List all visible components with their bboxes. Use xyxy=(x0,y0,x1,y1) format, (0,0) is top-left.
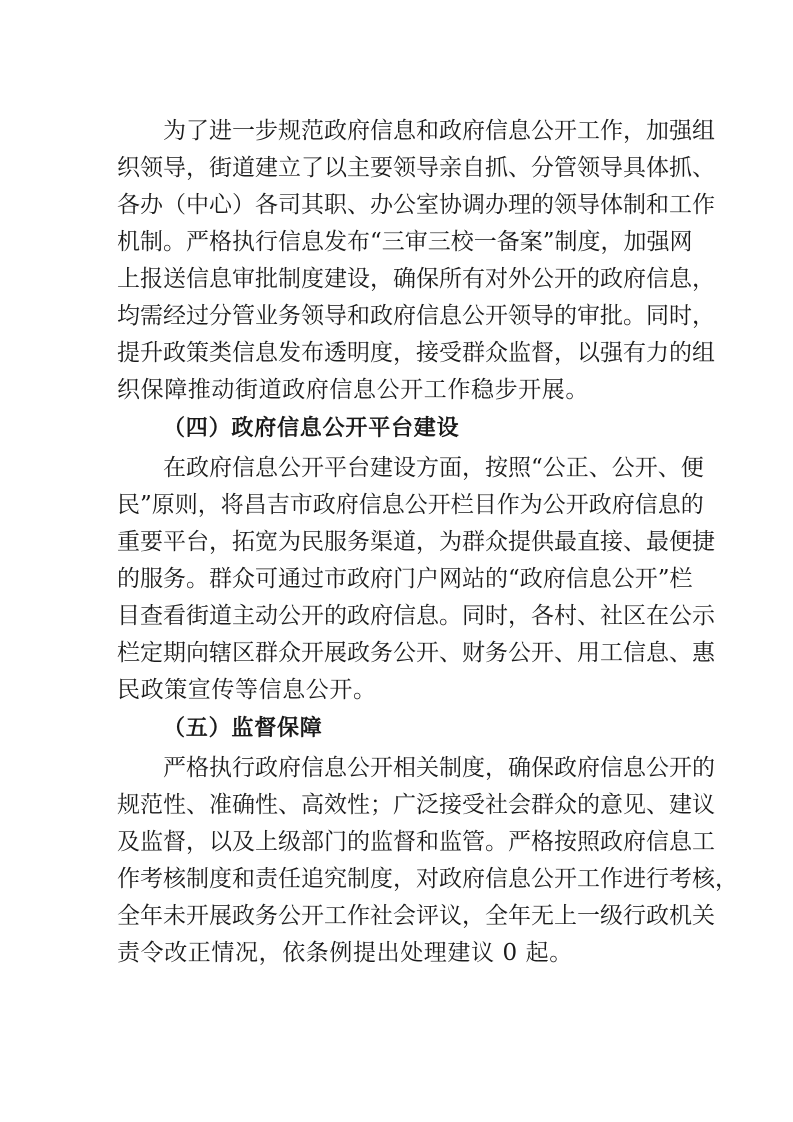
paragraph-line: 责令改正情况，依条例提出处理建议 0 起。 xyxy=(117,940,573,966)
paragraph-line: 目查看街道主动公开的政府信息。同时，各村、社区在公示 xyxy=(117,603,715,629)
paragraph-line: 严格执行政府信息公开相关制度，确保政府信息公开的 xyxy=(163,755,715,781)
paragraph-line: 提升政策类信息发布透明度，接受群众监督，以强有力的组 xyxy=(117,340,715,366)
section-heading-5: （五）监督保障 xyxy=(163,716,323,741)
paragraph-line: 作考核制度和责任追究制度，对政府信息公开工作进行考核， xyxy=(117,866,738,892)
paragraph-line: 各办（中心）各司其职、办公室协调办理的领导体制和工作 xyxy=(117,192,715,218)
paragraph-line: 机制。严格执行信息发布“三审三校一备案”制度，加强网 xyxy=(117,229,693,255)
paragraph-line: 织领导，街道建立了以主要领导亲自抓、分管领导具体抓、 xyxy=(117,155,715,181)
paragraph-line: 重要平台，拓宽为民服务渠道，为群众提供最直接、最便捷 xyxy=(117,529,715,555)
paragraph-line: 规范性、准确性、高效性；广泛接受社会群众的意见、建议 xyxy=(117,792,715,818)
paragraph-line: 的服务。群众可通过市政府门户网站的“政府信息公开”栏 xyxy=(117,566,693,592)
paragraph-line: 及监督，以及上级部门的监督和监管。严格按照政府信息工 xyxy=(117,829,715,855)
paragraph-line: 栏定期向辖区群众开展政务公开、财务公开、用工信息、惠 xyxy=(117,640,715,666)
paragraph-line: 民”原则，将昌吉市政府信息公开栏目作为公开政府信息的 xyxy=(117,492,704,518)
paragraph-line: 上报送信息审批制度建设，确保所有对外公开的政府信息， xyxy=(117,266,715,292)
section-heading-4: （四）政府信息公开平台建设 xyxy=(163,416,460,441)
paragraph-line: 织保障推动街道政府信息公开工作稳步开展。 xyxy=(117,377,589,403)
paragraph-line: 在政府信息公开平台建设方面，按照“公正、公开、便 xyxy=(163,455,704,481)
paragraph-line: 民政策宣传等信息公开。 xyxy=(117,677,377,703)
paragraph-line: 为了进一步规范政府信息和政府信息公开工作，加强组 xyxy=(163,118,715,144)
paragraph-line: 均需经过分管业务领导和政府信息公开领导的审批。同时， xyxy=(117,303,715,329)
paragraph-line: 全年未开展政务公开工作社会评议，全年无上一级行政机关 xyxy=(117,903,715,929)
